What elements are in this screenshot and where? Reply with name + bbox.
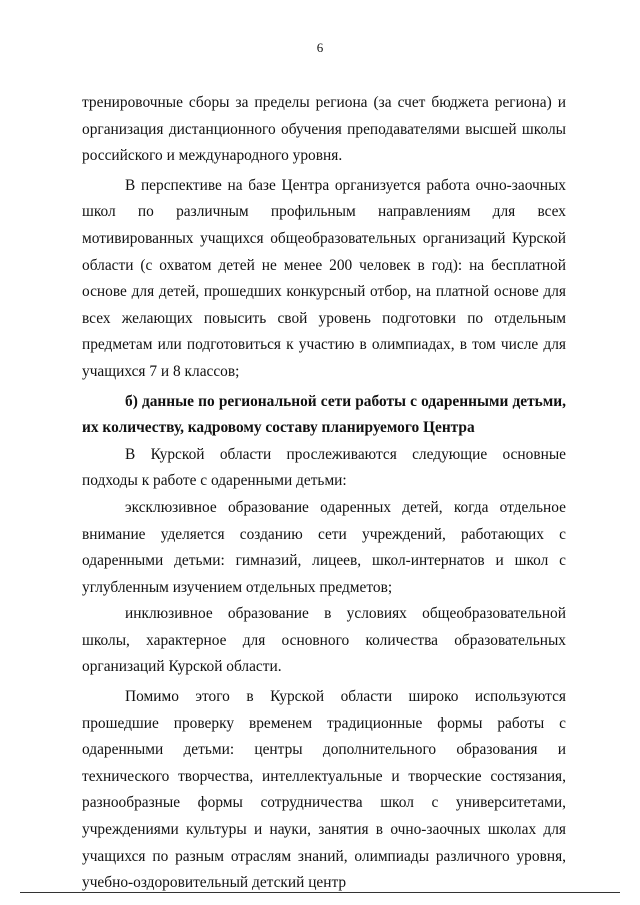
bottom-rule <box>20 892 620 893</box>
document-body <box>82 90 566 897</box>
page-number: 6 <box>316 40 324 55</box>
paragraph-2: В перспективе на базе Центра организуется работа очно-заочных школ по различным профильным направлениям для всех мотивированных учащихся общеобразовательных организаций Курской области (с охватом детей не менее 200 человек в год): на бесплатной основе для детей, прошедших конкурсный отбор, на платной основе для всех желающих повысить свой уровень подготовки по отдельным предметам или подготовиться к участию в олимпиадах, в том числе для учащихся 7 и 8 классов; <box>82 176 566 380</box>
paragraph-1: тренировочные сборы за пределы региона (за счет бюджета региона) и организация дистанционного обучения преподавателями высшей школы российского и международного уровня. <box>82 94 566 165</box>
paragraph-5: инклюзивное образование в условиях общеобразовательной школы, характерное для основного количества образовательных организаций Курской области. <box>82 605 566 676</box>
paragraph-6: Помимо этого в Курской области широко используются прошедшие проверку временем традиционные формы работы с одаренными детьми: центры дополнительного образования и технического творчества, интеллектуальные и творческие состязания, разнообразные формы сотрудничества школ с университетами, учреждениями культуры и науки, занятия в очно-заочных школах для учащихся по разным отраслям знаний, олимпиады различного уровня, учебно-оздоровительный детский центр <box>82 688 566 892</box>
paragraph-4: эксклюзивное образование одаренных детей, когда отдельное внимание уделяется созданию сети учреждений, работающих с одаренными детьми: гимназий, лицеев, школ-интернатов и школ с углубленным изучением отдельных предметов; <box>82 498 566 596</box>
paragraph-3: В Курской области прослеживаются следующие основные подходы к работе с одаренными детьми: <box>82 445 566 490</box>
section-heading: б) данные по региональной сети работы с одаренными детьми, их количеству, кадровому составу планируемого Центра <box>82 392 566 437</box>
